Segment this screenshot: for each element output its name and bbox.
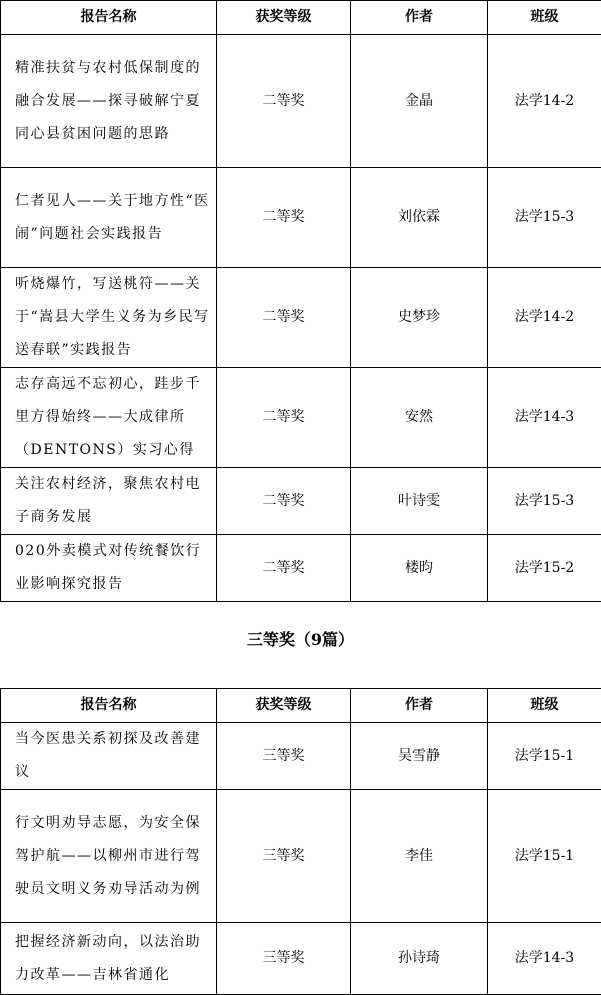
table-header-row: [1, 689, 601, 723]
report-title: 仁者见人——关于地方性“医闹”问题社会实践报告: [1, 168, 217, 268]
class-name: 法学14-2: [488, 35, 601, 168]
report-title: 020外卖模式对传统餐饮行业影响探究报告: [1, 535, 217, 602]
class-name: 法学14-3: [488, 923, 601, 995]
class-name: 法学15-3: [488, 168, 601, 268]
class-name: 法学14-3: [488, 368, 601, 468]
header-report-name: 报告名称: [1, 1, 217, 35]
author-name: 叶诗雯: [351, 468, 488, 535]
author-name: 刘依霖: [351, 168, 488, 268]
header-author: 作者: [351, 689, 488, 723]
award-level: 二等奖: [217, 368, 351, 468]
header-class: 班级: [488, 689, 601, 723]
table-row: [1, 168, 601, 268]
class-name: 法学15-1: [488, 723, 601, 790]
table-row: [1, 468, 601, 535]
award-level: 三等奖: [217, 790, 351, 923]
author-name: 史梦珍: [351, 268, 488, 368]
header-award-level: 获奖等级: [217, 689, 351, 723]
header-award-level: 获奖等级: [217, 1, 351, 35]
report-title: 当今医患关系初探及改善建议: [1, 723, 217, 790]
report-title: 精准扶贫与农村低保制度的融合发展——探寻破解宁夏同心县贫困问题的思路: [1, 35, 217, 168]
header-report-name: 报告名称: [1, 689, 217, 723]
table-row: [1, 268, 601, 368]
table-row: [1, 923, 601, 995]
header-class: 班级: [488, 1, 601, 35]
award-level: 三等奖: [217, 923, 351, 995]
author-name: 李佳: [351, 790, 488, 923]
award-level: 二等奖: [217, 35, 351, 168]
class-name: 法学15-2: [488, 535, 601, 602]
header-author: 作者: [351, 1, 488, 35]
third-prize-table: [0, 688, 601, 995]
author-name: 安然: [351, 368, 488, 468]
table-row: [1, 35, 601, 168]
report-title: 把握经济新动向，以法治助力改革——吉林省通化: [1, 923, 217, 995]
table-row: [1, 368, 601, 468]
report-title: 关注农村经济，聚焦农村电子商务发展: [1, 468, 217, 535]
class-name: 法学14-2: [488, 268, 601, 368]
award-level: 二等奖: [217, 268, 351, 368]
third-prize-heading: 三等奖（9篇）: [0, 626, 601, 654]
award-level: 二等奖: [217, 535, 351, 602]
table-header-row: [1, 1, 601, 35]
table-row: [1, 723, 601, 790]
author-name: 楼昀: [351, 535, 488, 602]
author-name: 金晶: [351, 35, 488, 168]
class-name: 法学15-1: [488, 790, 601, 923]
table-row: [1, 535, 601, 602]
report-title: 行文明劝导志愿，为安全保驾护航——以柳州市进行驾驶员文明义务劝导活动为例: [1, 790, 217, 923]
author-name: 孙诗琦: [351, 923, 488, 995]
class-name: 法学15-3: [488, 468, 601, 535]
award-level: 二等奖: [217, 468, 351, 535]
report-title: 志存高远不忘初心，跬步千里方得始终——大成律所（DENTONS）实习心得: [1, 368, 217, 468]
award-level: 三等奖: [217, 723, 351, 790]
report-title: 听烧爆竹，写送桃符——关于“嵩县大学生义务为乡民写送春联”实践报告: [1, 268, 217, 368]
award-level: 二等奖: [217, 168, 351, 268]
table-row: [1, 790, 601, 923]
author-name: 吴雪静: [351, 723, 488, 790]
